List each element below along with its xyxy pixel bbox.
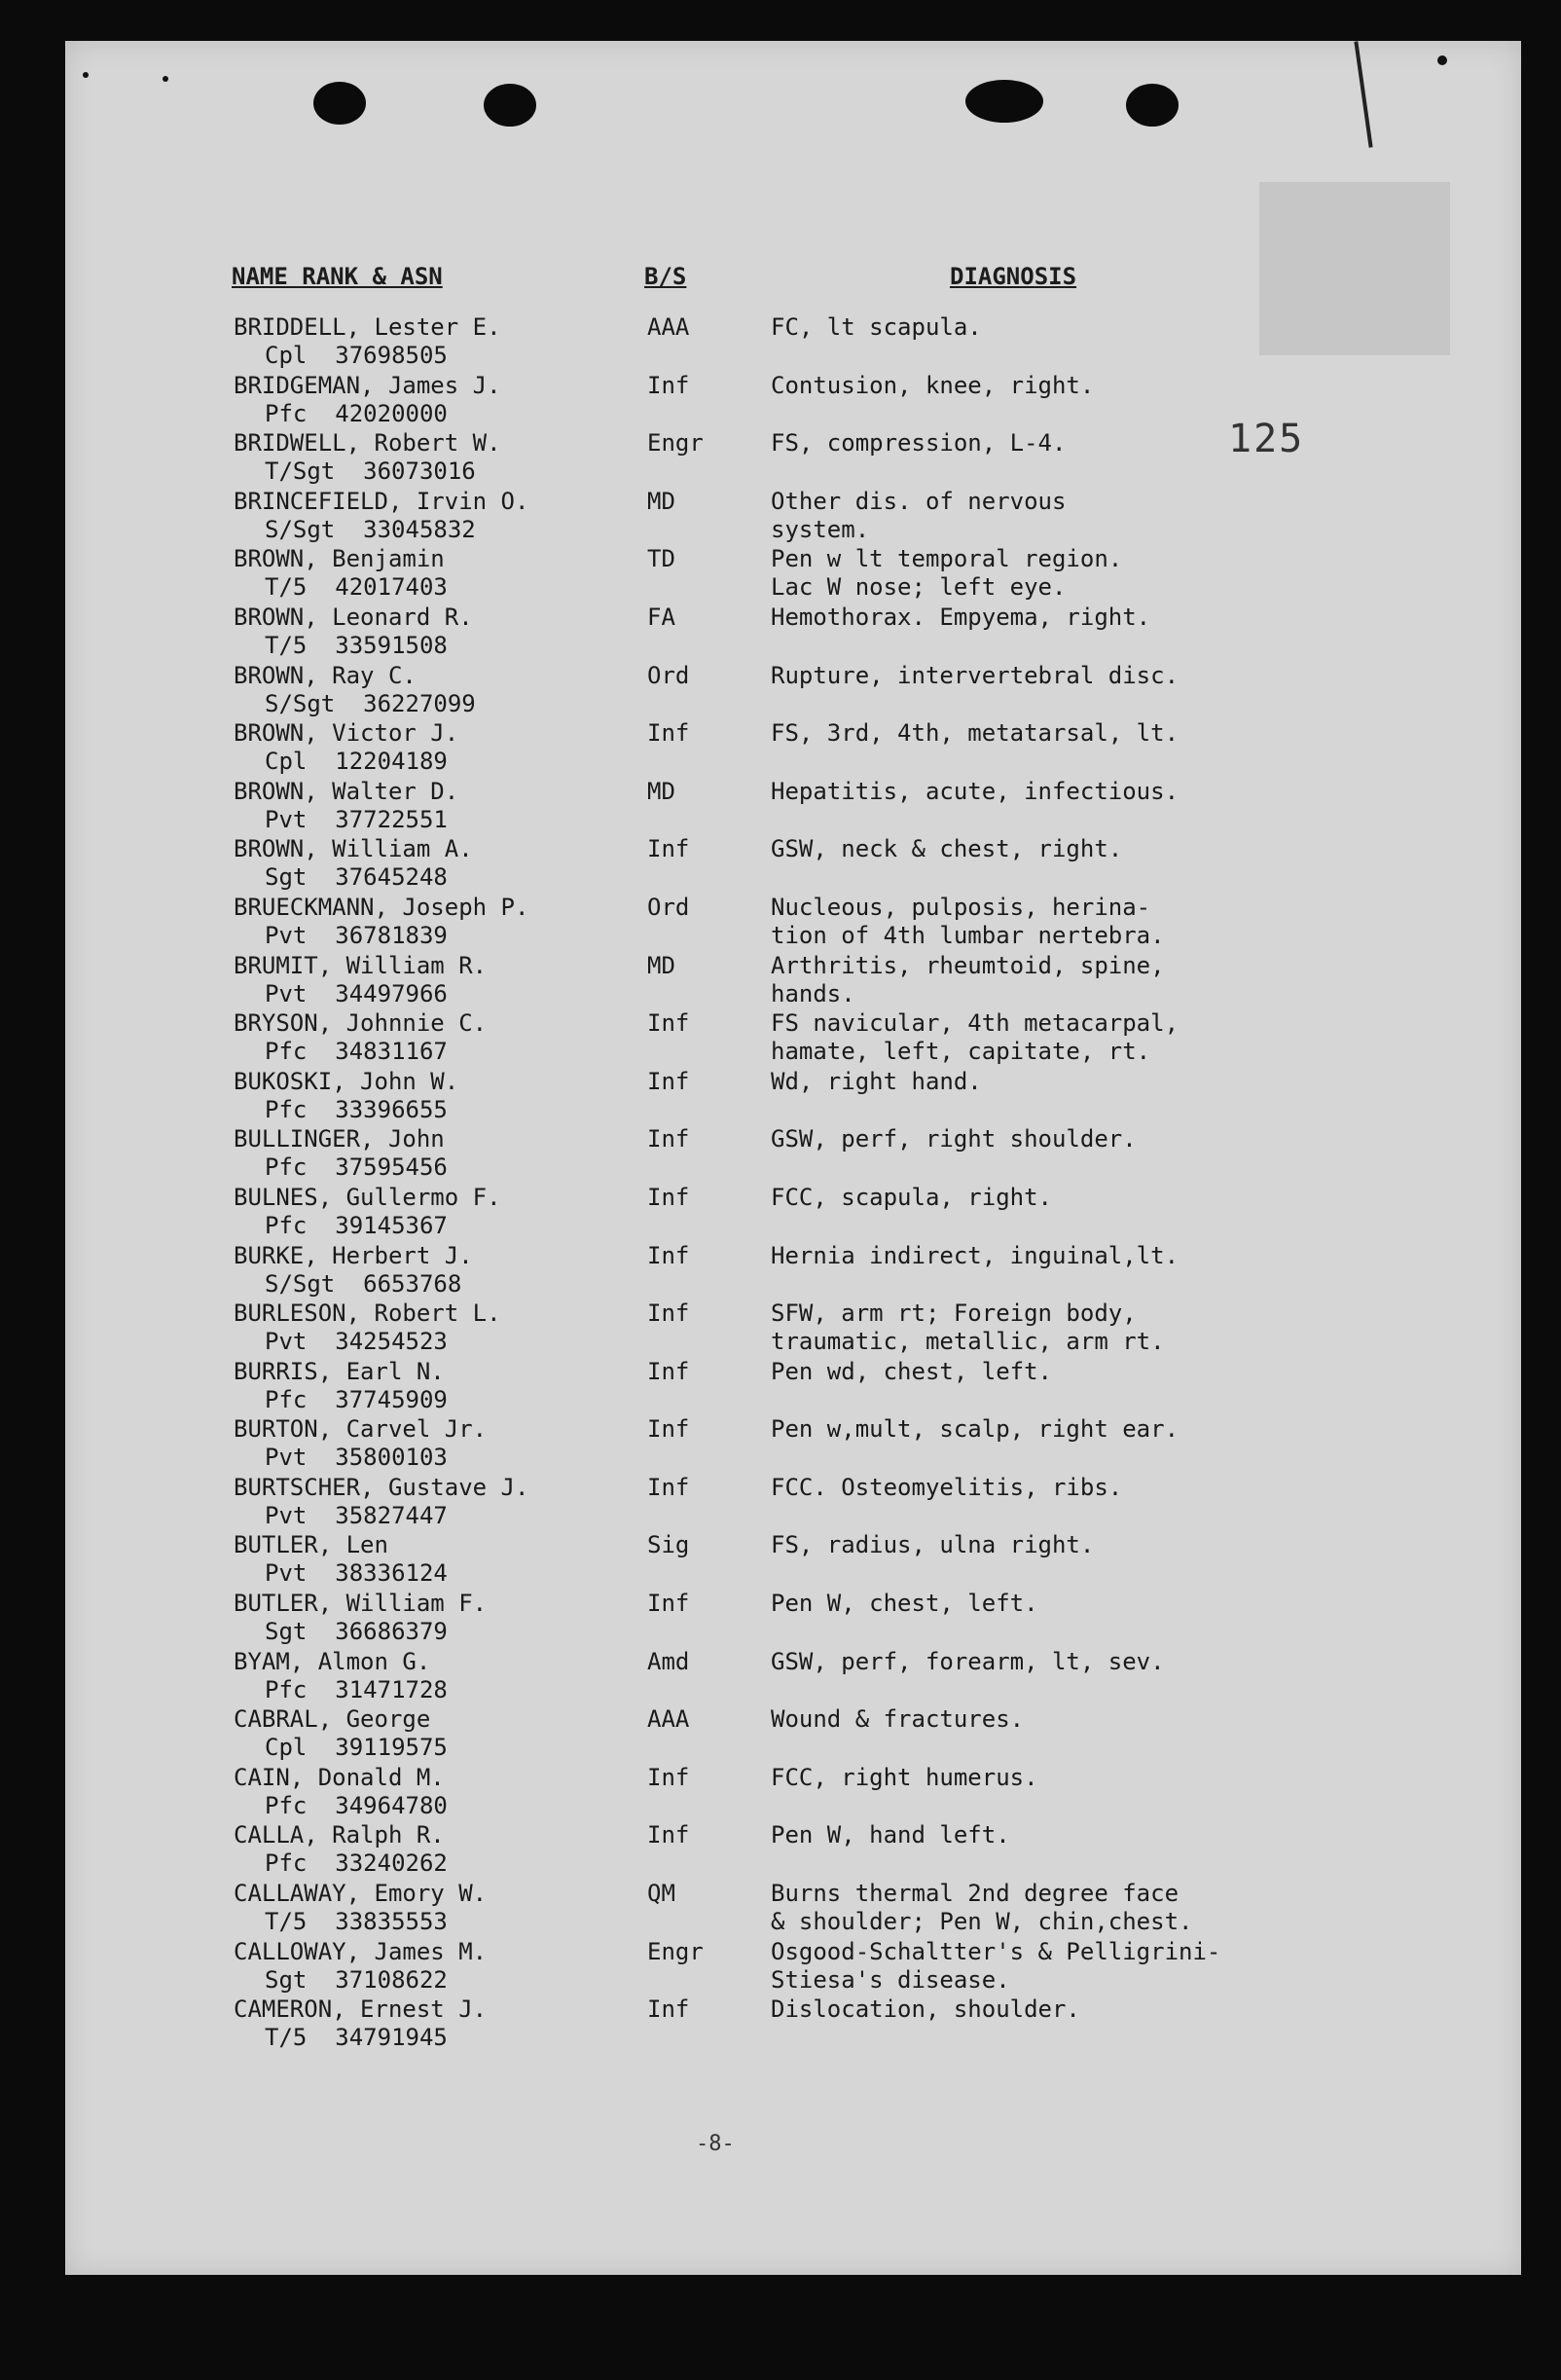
- record-name: BROWN, Walter D.: [234, 777, 459, 805]
- record-row: [0, 1415, 1561, 1474]
- record-diagnosis: Nucleous, pulposis, herina-: [771, 893, 1151, 921]
- record-row: [0, 1938, 1561, 1996]
- record-rank-asn: [265, 863, 448, 892]
- record-rank: Pvt: [265, 979, 308, 1007]
- record-row: [0, 1880, 1561, 1938]
- record-asn: 42017403: [335, 573, 448, 602]
- record-diagnosis: Pen w,mult, scalp, right ear.: [771, 1415, 1180, 1444]
- record-name: BRUECKMANN, Joseph P.: [234, 893, 529, 921]
- record-asn: 34964780: [335, 1791, 448, 1819]
- record-row: [0, 1125, 1561, 1184]
- record-name: CALLA, Ralph R.: [234, 1821, 445, 1849]
- record-name: BUKOSKI, John W.: [234, 1067, 459, 1095]
- record-diagnosis: Burns thermal 2nd degree face: [771, 1880, 1180, 1908]
- record-name: CAMERON, Ernest J.: [234, 1996, 488, 2024]
- speck: [1437, 55, 1447, 65]
- record-diagnosis: FC, lt scapula.: [771, 313, 982, 341]
- record-rank-asn: [265, 1096, 448, 1124]
- record-name: BROWN, William A.: [234, 835, 473, 863]
- record-name: BRYSON, Johnnie C.: [234, 1009, 488, 1038]
- record-branch: Sig: [647, 1531, 690, 1559]
- record-diagnosis-cont: Lac W nose; left eye.: [771, 573, 1067, 602]
- record-name: BURTSCHER, Gustave J.: [234, 1473, 529, 1501]
- record-asn: 34791945: [335, 2024, 448, 2052]
- record-row: [0, 488, 1561, 546]
- record-asn: 36686379: [335, 1618, 448, 1646]
- record-branch: Inf: [647, 1763, 690, 1791]
- record-diagnosis-cont: system.: [771, 515, 870, 543]
- record-asn: 36781839: [335, 921, 448, 949]
- record-rank: T/5: [265, 573, 308, 602]
- record-diagnosis-cont: hands.: [771, 979, 855, 1007]
- record-rank-asn: [265, 2024, 448, 2052]
- record-rank-asn: [265, 1849, 448, 1878]
- record-row: [0, 429, 1561, 488]
- record-asn: 34497966: [335, 979, 448, 1007]
- record-rank: Pvt: [265, 805, 308, 833]
- record-row: [0, 1009, 1561, 1068]
- record-diagnosis: Pen W, chest, left.: [771, 1590, 1038, 1618]
- record-rank: Pfc: [265, 1095, 308, 1123]
- record-diagnosis: Hemothorax. Empyema, right.: [771, 603, 1151, 631]
- record-rank-asn: [265, 980, 448, 1008]
- record-asn: 37698505: [335, 342, 448, 369]
- record-rank-asn: [265, 1444, 448, 1472]
- record-rank: Pvt: [265, 1501, 308, 1529]
- record-branch: Inf: [647, 835, 690, 863]
- record-rank: Pvt: [265, 921, 308, 949]
- record-asn: 12204189: [335, 748, 448, 776]
- record-rank-asn: [265, 458, 476, 486]
- speck: [83, 72, 89, 78]
- record-name: CALLOWAY, James M.: [234, 1937, 488, 1965]
- record-asn: 35800103: [335, 1444, 448, 1472]
- record-diagnosis: Hernia indirect, inguinal,lt.: [771, 1241, 1180, 1269]
- record-rank-asn: [265, 922, 448, 950]
- punch-hole: [484, 84, 536, 127]
- record-asn: 33835553: [335, 1908, 448, 1936]
- record-branch: Ord: [647, 661, 690, 689]
- record-diagnosis: FS, radius, ulna right.: [771, 1531, 1095, 1559]
- record-rank: Sgt: [265, 1965, 308, 1994]
- record-branch: QM: [647, 1880, 675, 1908]
- record-rank-asn: [265, 1038, 448, 1066]
- record-branch: Engr: [647, 429, 704, 458]
- record-row: [0, 372, 1561, 430]
- record-asn: 38336124: [335, 1559, 448, 1588]
- record-rank: S/Sgt: [265, 1269, 336, 1298]
- record-name: BULLINGER, John: [234, 1125, 445, 1153]
- record-name: BUTLER, William F.: [234, 1590, 488, 1618]
- record-branch: Inf: [647, 371, 690, 399]
- record-asn: 37745909: [335, 1385, 448, 1413]
- header-diagnosis: DIAGNOSIS: [950, 263, 1077, 290]
- record-name: BROWN, Benjamin: [234, 545, 445, 573]
- record-rank-asn: [265, 573, 448, 602]
- record-rank: Sgt: [265, 863, 308, 892]
- record-branch: Inf: [647, 1183, 690, 1211]
- record-row: [0, 545, 1561, 604]
- record-branch: MD: [647, 777, 675, 805]
- record-diagnosis: FCC. Osteomyelitis, ribs.: [771, 1473, 1123, 1501]
- record-asn: 37722551: [335, 805, 448, 833]
- record-rank-asn: [265, 1618, 448, 1646]
- page-number: 125: [1228, 417, 1305, 461]
- record-row: [0, 662, 1561, 720]
- record-diagnosis: Pen w lt temporal region.: [771, 545, 1123, 573]
- record-branch: Amd: [647, 1647, 690, 1675]
- record-branch: AAA: [647, 1705, 690, 1734]
- record-rank: Cpl: [265, 342, 308, 369]
- record-name: BRIDGEMAN, James J.: [234, 371, 501, 399]
- record-asn: 34254523: [335, 1328, 448, 1356]
- record-asn: 42020000: [335, 399, 448, 427]
- record-rank: T/5: [265, 2024, 308, 2052]
- record-diagnosis: FCC, right humerus.: [771, 1763, 1038, 1791]
- record-rank: Pfc: [265, 1211, 308, 1239]
- record-diagnosis: Dislocation, shoulder.: [771, 1996, 1080, 2024]
- record-rank-asn: [265, 748, 448, 776]
- record-row: [0, 778, 1561, 836]
- record-rank-asn: [265, 1153, 448, 1182]
- record-asn: 39119575: [335, 1734, 448, 1762]
- record-rank-asn: [265, 806, 448, 834]
- record-asn: 37645248: [335, 863, 448, 892]
- record-asn: 31471728: [335, 1675, 448, 1703]
- record-branch: Inf: [647, 1415, 690, 1444]
- record-row: [0, 604, 1561, 662]
- record-rank: S/Sgt: [265, 515, 336, 543]
- records-list: [0, 313, 1561, 2054]
- record-rank: Pvt: [265, 1444, 308, 1472]
- record-row: [0, 1996, 1561, 2054]
- record-rank-asn: [265, 400, 448, 428]
- record-rank-asn: [265, 1270, 461, 1299]
- header-name-rank-asn: NAME RANK & ASN: [232, 263, 443, 290]
- record-row: [0, 894, 1561, 952]
- record-asn: 33396655: [335, 1095, 448, 1123]
- record-rank: Pfc: [265, 1791, 308, 1819]
- record-diagnosis: Rupture, intervertebral disc.: [771, 661, 1180, 689]
- record-diagnosis-cont: & shoulder; Pen W, chin,chest.: [771, 1908, 1193, 1936]
- record-branch: Inf: [647, 1067, 690, 1095]
- record-row: [0, 1590, 1561, 1648]
- record-name: BURKE, Herbert J.: [234, 1241, 473, 1269]
- record-diagnosis: Pen wd, chest, left.: [771, 1357, 1052, 1385]
- record-rank: T/Sgt: [265, 458, 336, 486]
- record-rank: Pfc: [265, 1385, 308, 1413]
- record-row: [0, 1531, 1561, 1590]
- record-diagnosis: GSW, perf, forearm, lt, sev.: [771, 1647, 1165, 1675]
- record-rank: T/5: [265, 1908, 308, 1936]
- record-row: [0, 1300, 1561, 1358]
- record-rank: Pfc: [265, 399, 308, 427]
- record-asn: 36227099: [363, 689, 476, 717]
- record-branch: Inf: [647, 1996, 690, 2024]
- record-name: CAIN, Donald M.: [234, 1763, 445, 1791]
- record-branch: Inf: [647, 1357, 690, 1385]
- record-name: BYAM, Almon G.: [234, 1647, 431, 1675]
- record-row: [0, 1821, 1561, 1880]
- record-name: BURTON, Carvel Jr.: [234, 1415, 488, 1444]
- record-diagnosis: SFW, arm rt; Foreign body,: [771, 1300, 1137, 1328]
- record-row: [0, 1474, 1561, 1532]
- record-branch: MD: [647, 951, 675, 979]
- punch-hole: [313, 82, 366, 125]
- record-rank-asn: [265, 1966, 448, 1995]
- record-rank-asn: [265, 1908, 448, 1936]
- record-name: BRIDDELL, Lester E.: [234, 313, 501, 341]
- record-row: [0, 1764, 1561, 1822]
- record-diagnosis-cont: Stiesa's disease.: [771, 1965, 1010, 1994]
- record-asn: 33045832: [363, 515, 476, 543]
- footer-page-marker: -8-: [696, 2132, 735, 2156]
- record-name: BRINCEFIELD, Irvin O.: [234, 487, 529, 515]
- record-diagnosis-cont: tion of 4th lumbar nertebra.: [771, 921, 1165, 949]
- record-branch: Inf: [647, 1473, 690, 1501]
- record-rank-asn: [265, 1559, 448, 1588]
- record-name: BRUMIT, William R.: [234, 951, 488, 979]
- record-rank: Pvt: [265, 1559, 308, 1588]
- record-diagnosis: Hepatitis, acute, infectious.: [771, 777, 1180, 805]
- record-diagnosis-cont: hamate, left, capitate, rt.: [771, 1038, 1151, 1066]
- record-name: BULNES, Gullermo F.: [234, 1183, 501, 1211]
- record-rank: S/Sgt: [265, 689, 336, 717]
- record-name: BURRIS, Earl N.: [234, 1357, 445, 1385]
- record-diagnosis: Wound & fractures.: [771, 1705, 1025, 1734]
- record-rank-asn: [265, 1734, 448, 1762]
- record-branch: FA: [647, 603, 675, 631]
- record-branch: Inf: [647, 1300, 690, 1328]
- record-row: [0, 1705, 1561, 1764]
- record-name: CABRAL, George: [234, 1705, 431, 1734]
- record-name: BROWN, Leonard R.: [234, 603, 473, 631]
- header-bs: B/S: [644, 263, 687, 290]
- record-asn: 33240262: [335, 1849, 448, 1878]
- record-rank: Cpl: [265, 1734, 308, 1762]
- record-asn: 37108622: [335, 1965, 448, 1994]
- record-asn: 36073016: [363, 458, 476, 486]
- record-name: BROWN, Ray C.: [234, 661, 417, 689]
- record-diagnosis: Contusion, knee, right.: [771, 371, 1095, 399]
- record-row: [0, 719, 1561, 778]
- record-diagnosis: FS, 3rd, 4th, metatarsal, lt.: [771, 719, 1180, 748]
- record-name: BRIDWELL, Robert W.: [234, 429, 501, 458]
- record-diagnosis: Other dis. of nervous: [771, 487, 1067, 515]
- record-rank-asn: [265, 1212, 448, 1240]
- record-branch: AAA: [647, 313, 690, 341]
- record-diagnosis: FS, compression, L-4.: [771, 429, 1067, 458]
- record-rank: Pfc: [265, 1675, 308, 1703]
- record-rank-asn: [265, 1502, 448, 1530]
- record-rank: Cpl: [265, 748, 308, 776]
- record-branch: Inf: [647, 719, 690, 748]
- record-diagnosis: FCC, scapula, right.: [771, 1183, 1052, 1211]
- record-asn: 33591508: [335, 631, 448, 659]
- record-rank-asn: [265, 1676, 448, 1704]
- record-branch: Ord: [647, 893, 690, 921]
- record-row: [0, 835, 1561, 894]
- record-row: [0, 1358, 1561, 1416]
- record-row: [0, 313, 1561, 372]
- record-rank: Pvt: [265, 1328, 308, 1356]
- record-diagnosis-cont: traumatic, metallic, arm rt.: [771, 1328, 1165, 1356]
- record-rank-asn: [265, 516, 476, 544]
- record-branch: Inf: [647, 1125, 690, 1153]
- record-rank: Pfc: [265, 1038, 308, 1066]
- record-asn: 35827447: [335, 1501, 448, 1529]
- record-row: [0, 952, 1561, 1010]
- record-rank-asn: [265, 690, 476, 718]
- record-asn: 37595456: [335, 1153, 448, 1182]
- record-name: BUTLER, Len: [234, 1531, 388, 1559]
- speck: [163, 76, 168, 82]
- record-branch: Inf: [647, 1821, 690, 1849]
- record-row: [0, 1648, 1561, 1706]
- punch-hole: [965, 80, 1043, 123]
- record-rank-asn: [265, 1792, 448, 1820]
- record-row: [0, 1184, 1561, 1242]
- record-rank: Sgt: [265, 1618, 308, 1646]
- punch-hole: [1126, 84, 1179, 127]
- record-asn: 34831167: [335, 1038, 448, 1066]
- record-rank-asn: [265, 1386, 448, 1414]
- record-name: CALLAWAY, Emory W.: [234, 1880, 488, 1908]
- record-branch: Inf: [647, 1241, 690, 1269]
- record-rank-asn: [265, 342, 448, 370]
- record-diagnosis: Wd, right hand.: [771, 1067, 982, 1095]
- record-diagnosis: GSW, neck & chest, right.: [771, 835, 1123, 863]
- record-rank-asn: [265, 1328, 448, 1356]
- record-rank: T/5: [265, 631, 308, 659]
- record-asn: 39145367: [335, 1211, 448, 1239]
- record-branch: Inf: [647, 1009, 690, 1038]
- record-branch: Engr: [647, 1937, 704, 1965]
- record-rank: Pfc: [265, 1849, 308, 1878]
- record-branch: MD: [647, 487, 675, 515]
- record-diagnosis: GSW, perf, right shoulder.: [771, 1125, 1137, 1153]
- record-name: BROWN, Victor J.: [234, 719, 459, 748]
- record-branch: Inf: [647, 1590, 690, 1618]
- record-asn: 6653768: [363, 1269, 462, 1298]
- record-rank-asn: [265, 632, 448, 660]
- record-row: [0, 1242, 1561, 1300]
- paper-tear: [1354, 41, 1372, 147]
- record-diagnosis: Arthritis, rheumtoid, spine,: [771, 951, 1165, 979]
- record-name: BURLESON, Robert L.: [234, 1300, 501, 1328]
- record-diagnosis: Osgood-Schaltter's & Pelligrini-: [771, 1937, 1221, 1965]
- record-branch: TD: [647, 545, 675, 573]
- record-diagnosis: Pen W, hand left.: [771, 1821, 1010, 1849]
- record-rank: Pfc: [265, 1153, 308, 1182]
- record-diagnosis: FS navicular, 4th metacarpal,: [771, 1009, 1180, 1038]
- record-row: [0, 1068, 1561, 1126]
